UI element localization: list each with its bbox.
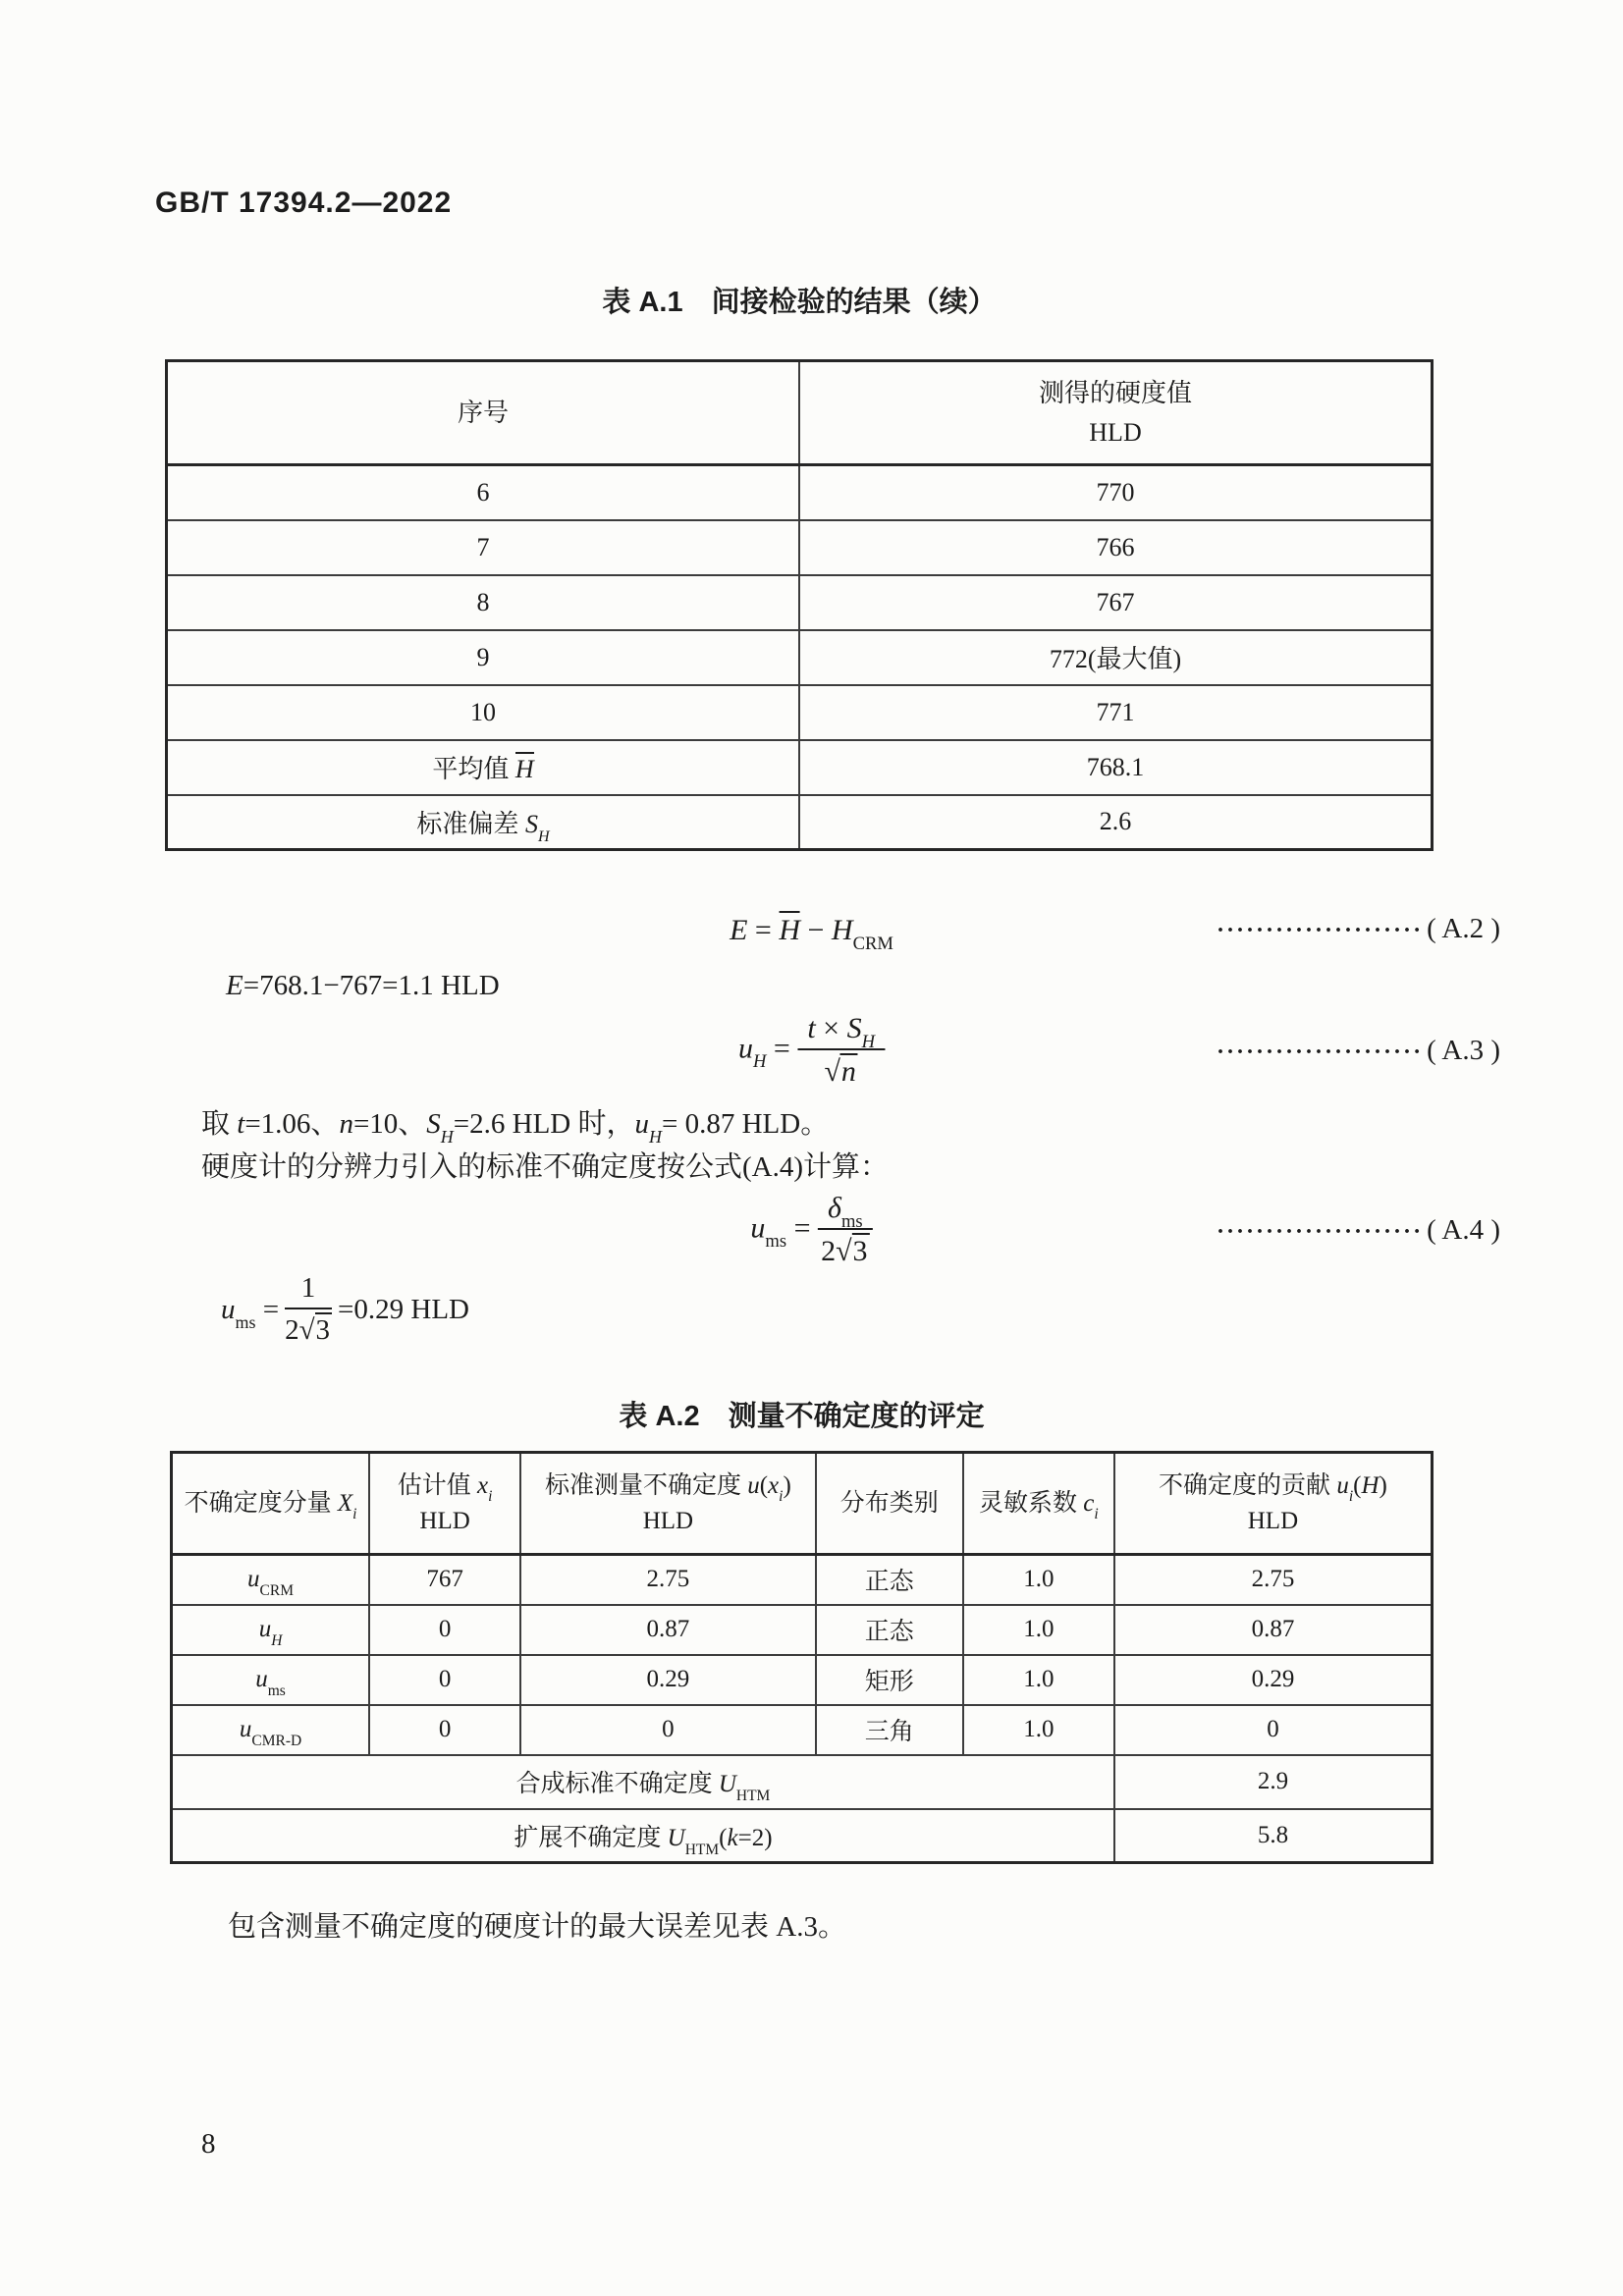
header-distribution: 分布类别	[816, 1453, 963, 1555]
table-row	[167, 630, 1433, 685]
text: 不确定度分量	[184, 1489, 338, 1517]
equation-a4-formula	[750, 1192, 872, 1269]
value-cell: 2.6	[799, 795, 1433, 850]
col2-header-line2: HLD	[1089, 417, 1142, 447]
text: 取	[201, 1108, 238, 1140]
equation-a3-formula	[738, 1012, 885, 1090]
times: ×	[823, 1011, 840, 1044]
var-u: u	[239, 1716, 252, 1742]
paren: (	[719, 1824, 728, 1851]
equals: =	[793, 1210, 811, 1244]
equation-a2-worked	[226, 970, 500, 1002]
paren: (	[759, 1471, 769, 1499]
unit: HLD	[642, 1507, 694, 1534]
sensitivity-cell: 1.0	[963, 1705, 1114, 1755]
var-n: n	[339, 1108, 353, 1140]
equation-number: ( A.3 )	[1427, 1034, 1500, 1066]
combined-uncertainty-label	[172, 1755, 1114, 1809]
text: =10、	[352, 1108, 427, 1140]
worked-result: =0.29 HLD	[338, 1293, 469, 1325]
equation-number: ( A.4 )	[1427, 1213, 1500, 1246]
table-row	[172, 1605, 1433, 1655]
std-uncertainty-cell: 0.29	[520, 1655, 815, 1705]
equation-a4-reference	[1217, 1214, 1500, 1247]
text: =2.6 HLD 时，	[453, 1108, 635, 1140]
page-number: 8	[201, 2128, 216, 2160]
radicand-3: 3	[315, 1314, 331, 1346]
dot-leader: ·····················	[1216, 1218, 1424, 1245]
header-contribution	[1114, 1453, 1433, 1555]
var-u: u	[750, 1210, 766, 1244]
value-cell: 768.1	[799, 740, 1433, 795]
var-X: X	[337, 1489, 353, 1517]
sensitivity-cell: 1.0	[963, 1605, 1114, 1655]
contribution-cell: 2.75	[1114, 1555, 1433, 1605]
coefficient-2: 2	[285, 1314, 299, 1346]
combined-uncertainty-value: 2.9	[1114, 1755, 1433, 1809]
minus: −	[807, 913, 825, 946]
expanded-uncertainty-row	[172, 1809, 1433, 1863]
sensitivity-cell: 1.0	[963, 1555, 1114, 1605]
header-component	[172, 1453, 370, 1555]
equals: =	[262, 1293, 280, 1325]
dot-leader: ·····················	[1216, 1039, 1424, 1065]
var-E: E	[730, 913, 748, 946]
text: 标准测量不确定度	[544, 1471, 748, 1499]
value-cell: 771	[799, 685, 1433, 740]
expanded-uncertainty-label	[172, 1809, 1114, 1863]
u-subscript-H: H	[752, 1051, 767, 1073]
std-uncertainty-cell: 0	[520, 1705, 815, 1755]
var-u: u	[634, 1108, 649, 1140]
paren: )	[783, 1471, 791, 1499]
var-c: c	[1083, 1489, 1095, 1517]
var-u: u	[1336, 1471, 1349, 1499]
denominator	[797, 1050, 885, 1090]
numerator	[797, 1012, 885, 1051]
var-U: U	[718, 1771, 736, 1797]
estimate-cell: 0	[369, 1705, 520, 1755]
estimate-cell: 0	[369, 1605, 520, 1655]
var-delta: δ	[827, 1191, 841, 1224]
var-U: U	[667, 1824, 685, 1851]
var-S: S	[846, 1011, 862, 1044]
expanded-uncertainty-value: 5.8	[1114, 1809, 1433, 1863]
equals: =	[773, 1031, 790, 1064]
standard-number-header: GB/T 17394.2—2022	[155, 187, 453, 219]
u-subscript: ms	[267, 1682, 286, 1699]
table-row	[167, 520, 1433, 575]
distribution-cell: 三角	[816, 1705, 963, 1755]
var-u: u	[258, 1616, 272, 1642]
text: = 0.87 HLD。	[661, 1108, 830, 1140]
var-k: k	[727, 1824, 738, 1851]
unit: HLD	[419, 1507, 470, 1534]
subscript-HTM: HTM	[684, 1841, 720, 1858]
subscript-i: i	[352, 1506, 357, 1523]
equation-a2-reference	[1217, 913, 1500, 945]
u-subscript-ms: ms	[765, 1231, 787, 1253]
seq-cell: 7	[167, 520, 800, 575]
text: 估计值	[397, 1471, 478, 1499]
std-uncertainty-cell: 2.75	[520, 1555, 815, 1605]
equation-a3	[0, 1003, 1623, 1097]
var-x: x	[477, 1471, 489, 1499]
table-a2	[170, 1451, 1434, 1864]
value-cell: 770	[799, 465, 1433, 520]
equation-a4-worked	[221, 1262, 469, 1357]
distribution-cell: 正态	[816, 1605, 963, 1655]
closing-paragraph: 包含测量不确定度的硬度计的最大误差见表 A.3。	[228, 1911, 846, 1943]
combined-uncertainty-row	[172, 1755, 1433, 1809]
component-cell	[172, 1555, 370, 1605]
text: 灵敏系数	[979, 1489, 1084, 1517]
paren: )	[1379, 1471, 1387, 1499]
sensitivity-cell: 1.0	[963, 1655, 1114, 1705]
header-sensitivity	[963, 1453, 1114, 1555]
table-row	[167, 685, 1433, 740]
var-t: t	[237, 1108, 245, 1140]
var-u: u	[255, 1666, 268, 1692]
var-H: H	[831, 913, 853, 946]
radical-sign: √	[824, 1055, 840, 1088]
subscript-i: i	[779, 1488, 784, 1506]
subscript-i: i	[488, 1488, 493, 1506]
seq-cell: 9	[167, 630, 800, 685]
equation-a2	[0, 905, 1623, 952]
radicand-3: 3	[852, 1235, 868, 1267]
text: 不确定度的贡献	[1159, 1471, 1337, 1499]
u-subscript: CRM	[259, 1582, 295, 1600]
S-symbol: S	[524, 809, 538, 838]
S-subscript-H: H	[861, 1031, 876, 1052]
numerator: 1	[285, 1272, 332, 1309]
coefficient-2: 2	[821, 1235, 837, 1267]
table-row	[167, 465, 1433, 520]
table-row	[167, 575, 1433, 630]
var-u: u	[747, 1471, 760, 1499]
estimate-cell: 0	[369, 1655, 520, 1705]
table-row-stddev	[167, 795, 1433, 850]
component-cell	[172, 1655, 370, 1705]
u-subscript-ms: ms	[235, 1311, 256, 1332]
distribution-cell: 矩形	[816, 1655, 963, 1705]
equation-number: ( A.2 )	[1427, 912, 1500, 944]
text: 扩展不确定度	[514, 1824, 668, 1851]
seq-cell: 10	[167, 685, 800, 740]
table-a2-header-row	[172, 1453, 1433, 1555]
u-subscript: CMR-D	[251, 1732, 302, 1749]
u-subscript: H	[271, 1631, 283, 1649]
parameter-paragraph	[201, 1101, 830, 1148]
table-a1	[165, 359, 1434, 851]
S-subscript: H	[537, 828, 550, 845]
table-row	[172, 1555, 1433, 1605]
equals: =	[754, 913, 772, 946]
var-n: n	[840, 1055, 856, 1088]
average-label: 平均值	[432, 755, 515, 783]
component-cell	[172, 1705, 370, 1755]
paren: (	[1353, 1471, 1362, 1499]
distribution-cell: 正态	[816, 1555, 963, 1605]
mean-H-symbol: H	[779, 911, 800, 946]
equation-a2-formula	[730, 911, 893, 954]
var-u: u	[247, 1566, 260, 1593]
radical-sign: √	[836, 1235, 852, 1267]
delta-subscript-ms: ms	[840, 1210, 863, 1232]
subscript-HTM: HTM	[735, 1787, 771, 1804]
component-cell	[172, 1605, 370, 1655]
seq-cell: 6	[167, 465, 800, 520]
seq-cell: 8	[167, 575, 800, 630]
H-subscript-CRM: CRM	[852, 933, 893, 954]
estimate-cell: 767	[369, 1555, 520, 1605]
value-cell: 767	[799, 575, 1433, 630]
unit: HLD	[1247, 1507, 1299, 1534]
fraction	[285, 1272, 332, 1348]
dot-leader: ·····················	[1216, 917, 1424, 943]
var-E: E	[226, 970, 243, 1001]
table-row	[172, 1705, 1433, 1755]
subscript-i: i	[1094, 1506, 1099, 1523]
worked-values: =768.1−767=1.1 HLD	[243, 970, 500, 1001]
var-H: H	[1361, 1471, 1380, 1499]
subscript-i: i	[1348, 1488, 1354, 1506]
header-estimate	[369, 1453, 520, 1555]
table-a1-col1-header: 序号	[167, 361, 800, 465]
fraction	[818, 1192, 873, 1269]
denominator	[285, 1309, 332, 1347]
denominator	[818, 1230, 873, 1269]
table-row	[172, 1655, 1433, 1705]
header-standard-uncertainty	[520, 1453, 815, 1555]
stddev-label: 标准偏差	[416, 809, 525, 838]
table-a1-caption: 表 A.1 间接检验的结果（续）	[602, 287, 997, 318]
text: =1.06、	[244, 1108, 340, 1140]
mean-H-symbol: H	[515, 752, 534, 782]
resolution-intro-paragraph: 硬度计的分辨力引入的标准不确定度按公式(A.4)计算：	[201, 1151, 890, 1183]
numerator	[818, 1192, 873, 1231]
table-a1-header-row	[167, 361, 1433, 465]
S-subscript-H: H	[440, 1127, 454, 1148]
value-cell: 772(最大值)	[799, 630, 1433, 685]
table-a2-caption: 表 A.2 测量不确定度的评定	[619, 1401, 985, 1432]
text: 合成标准不确定度	[515, 1771, 719, 1797]
average-label-cell	[167, 740, 800, 795]
equation-a3-reference	[1217, 1035, 1500, 1067]
contribution-cell: 0.29	[1114, 1655, 1433, 1705]
u-subscript-H: H	[649, 1127, 662, 1148]
text: =2)	[737, 1824, 773, 1851]
radical-sign: √	[298, 1314, 315, 1346]
col2-header-line1: 测得的硬度值	[1038, 378, 1192, 407]
var-t: t	[807, 1011, 816, 1044]
std-uncertainty-cell: 0.87	[520, 1605, 815, 1655]
stddev-label-cell	[167, 795, 800, 850]
contribution-cell: 0.87	[1114, 1605, 1433, 1655]
var-u: u	[221, 1293, 236, 1325]
contribution-cell: 0	[1114, 1705, 1433, 1755]
table-row-average	[167, 740, 1433, 795]
fraction	[797, 1012, 885, 1090]
var-x: x	[768, 1471, 780, 1499]
var-u: u	[737, 1031, 753, 1064]
table-a1-col2-header	[799, 361, 1433, 465]
var-S: S	[426, 1108, 441, 1140]
value-cell: 766	[799, 520, 1433, 575]
